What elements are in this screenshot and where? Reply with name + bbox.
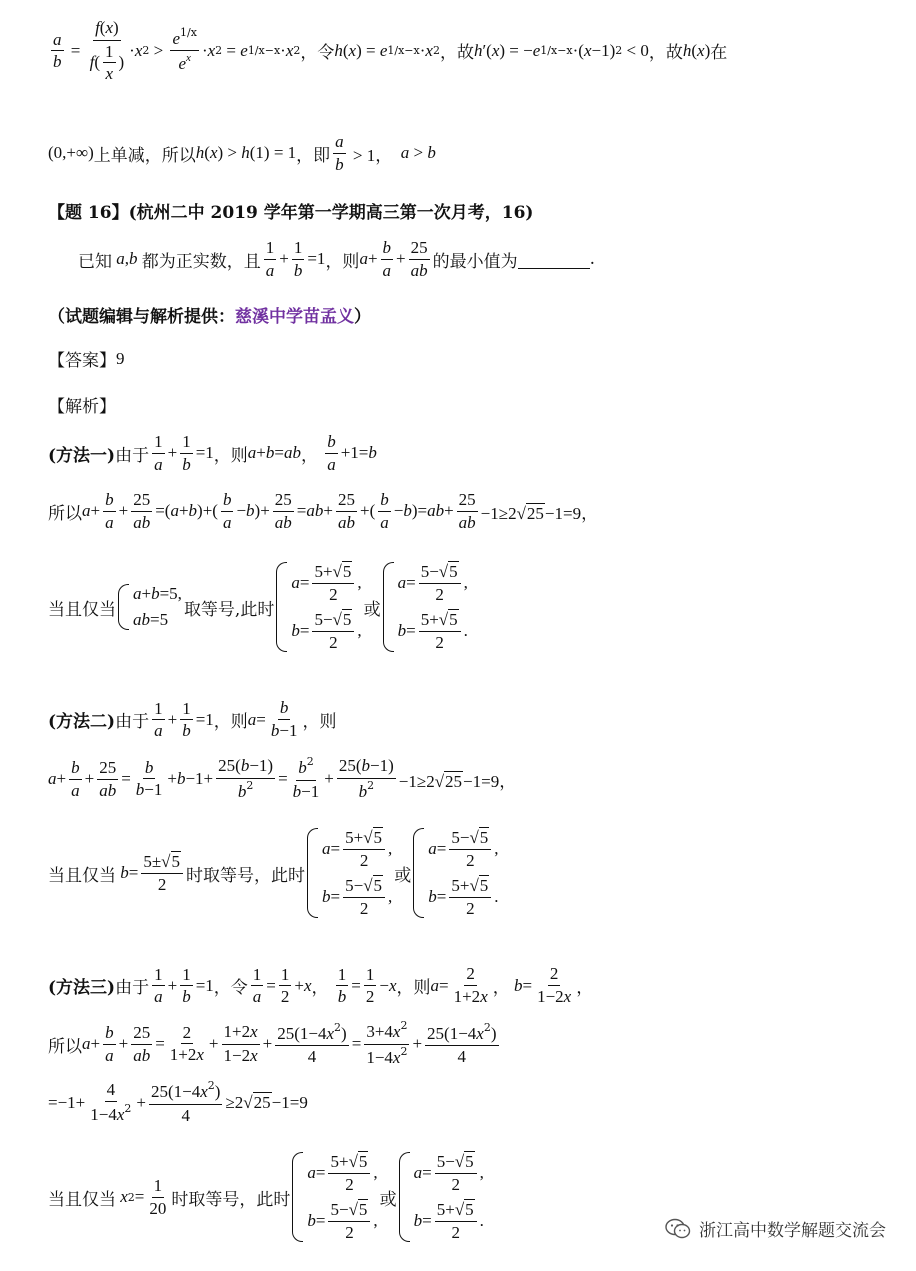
method2-line-1: (方法二) 由于 $\frac{1}{a}$ + $\frac{1}{b}$ =1 ，则 a = $\frac{b}{b-1}$ ，则 xyxy=(48,698,337,741)
text-ji: ，即 xyxy=(296,145,331,166)
problem-stem: 已知 a , b 都为正实数，且 $\frac{1}{a}$ + $\frac{1}{b}$ =1 ，则 a + $\frac{b}{a}$ + $\frac{25}{ab}$ 的最小值为 . xyxy=(78,238,596,280)
method3-line-1: (方法三) 由于 $\frac{1}{a}$ + $\frac{1}{b}$ =1 ，令 $\frac{1}{a}$ = $\frac{1}{2}$ + x ， $\frac{1}{b}$ = $\frac{1}{2}$ − x ，则 a = $\frac{2}{1+2x}$ ， b = $\frac{2}{1-2x}$ ， xyxy=(48,964,594,1007)
method1-line-1: (方法一) 由于 $\frac{1}{a}$ + $\frac{1}{b}$ =1 ，则 a + b = ab ， $\frac{b}{a}$ +1= b xyxy=(48,432,377,474)
credit-line: （试题编辑与解析提供： 慈溪中学苗孟义 ） xyxy=(48,302,886,327)
text-zai: 在 xyxy=(710,43,728,64)
analysis-label: 【解析】 xyxy=(48,397,116,417)
text-decreasing: 上单减，所以 xyxy=(93,145,196,166)
derivation-line-2: (0,+∞) 上单减，所以 h ( x ) > h (1) = 1 ，即 $\frac{a}{b}$ > 1， a > b xyxy=(48,132,436,174)
derivation-line-1: $\frac{a}{b}$ = f(x) f( $\frac{1}{x}$ ) · x 2 > $\frac{e^{1/x}}{e^x}$ · x 2 = e 1/x−x · x 2 ，令 h ( x ) = e 1/x−x · x 2 ，故 h ′( x ) = − e 1/x−x ·( x −1) 2 < 0 ，故 h ( x ) 在 xyxy=(53,18,728,84)
wechat-icon xyxy=(665,1218,691,1240)
method1-line-3: 当且仅当 a + b =5, ab =5 取等号,此时 a = $\frac{5+√5}{2}$ , b = $\frac{5-√5}{2}$ , 或 a = $\frac{5-√5}{2}$ , b = $\frac{5+√5}{2}$ . xyxy=(48,562,468,652)
answer-line: 【答案】 9 xyxy=(48,348,125,371)
text-gu2: ，故 xyxy=(648,43,683,64)
method3-line-2: 所以 a + $\frac{b}{a}$ + $\frac{25}{ab}$ = $\frac{2}{1+2x}$ + $\frac{1+2x}{1-2x}$ + $\frac{25(1-4x^2)}{4}$ = $\frac{3+4x^2}{1-4x^2}$ + $\frac{25(1-4x^2)}{4}$ xyxy=(48,1019,497,1067)
method1-line-2: 所以 a + $\frac{b}{a}$ + $\frac{25}{ab}$ =( a + b )+( $\frac{b}{a}$ − b )+ $\frac{25}{ab}$ = ab + $\frac{25}{ab}$ +( $\frac{b}{a}$ − b )= ab + $\frac{25}{ab}$ −1≥2√25−1=9， xyxy=(48,490,599,532)
credit-name: 慈溪中学苗孟义 xyxy=(235,307,354,327)
method2-line-3: 当且仅当 b = $\frac{5\pm√5}{2}$ 时取等号，此时 a = $\frac{5+√5}{2}$ , b = $\frac{5-√5}{2}$ , 或 a = $\frac{5-√5}{2}$ , b = $\frac{5+√5}{2}$ . xyxy=(48,828,499,918)
method1-label: (方法一) xyxy=(48,445,116,466)
answer-blank xyxy=(518,250,590,269)
problem-title: 【题 16】(杭州二中 2019 学年第一学期高三第一次月考，16) xyxy=(48,203,534,223)
method3-label: (方法三) xyxy=(48,978,116,999)
method3-line-4: 当且仅当 x 2 = $\frac{1}{20}$ 时取等号，此时 a = $\frac{5+√5}{2}$ , b = $\frac{5-√5}{2}$ , 或 a = $\frac{5-√5}{2}$ , b = $\frac{5+√5}{2}$ . xyxy=(48,1152,484,1242)
watermark-text: 浙江高中数学解题交流会 xyxy=(699,1221,886,1241)
watermark xyxy=(665,1216,886,1241)
text-ling: ，令 xyxy=(300,43,335,64)
method2-line-2: a + $\frac{b}{a}$ + $\frac{25}{ab}$ = $\frac{b}{b-1}$ + b −1+ $\frac{25(b-1)}{b^2}$ = $\frac{b^2}{b-1}$ + $\frac{25(b-1)}{b^2}$ −1≥2√25−1=9， xyxy=(48,755,517,801)
method3-line-3: =−1+ $\frac{4}{1-4x^2}$ + $\frac{25(1-4x^2)}{4}$ ≥2√25−1=9 xyxy=(48,1079,308,1125)
text-gu: ，故 xyxy=(439,43,474,64)
method2-label: (方法二) xyxy=(48,712,116,733)
answer-value: 9 xyxy=(116,348,125,368)
